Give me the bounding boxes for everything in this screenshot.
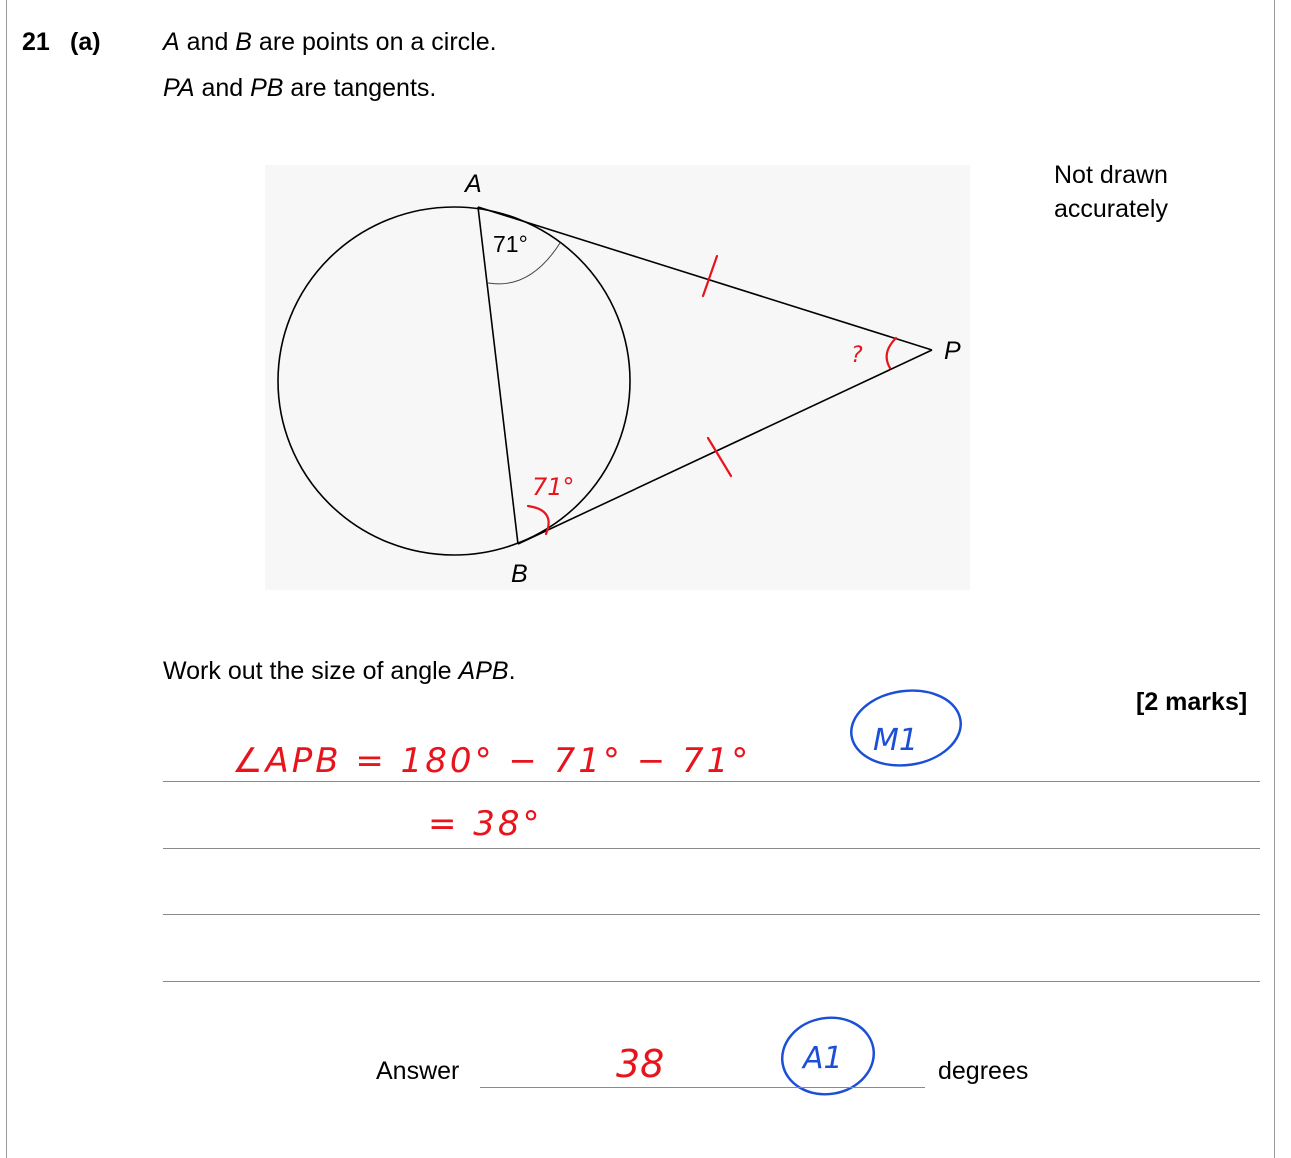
line1-rest: are points on a circle.: [251, 28, 497, 56]
angle-label-a: 71°: [493, 231, 528, 257]
instruction-text: Work out the size of angle: [163, 657, 459, 685]
mark-m1: M1: [873, 723, 918, 758]
point-a-text: A: [163, 28, 180, 56]
line1-and: and: [179, 28, 236, 56]
pb-text: PB: [250, 74, 284, 102]
not-drawn-line-2: accurately: [1054, 195, 1168, 223]
not-drawn-line-1: Not drawn: [1054, 161, 1168, 189]
working-line-1-text: ∠APB = 180° − 71° − 71°: [232, 741, 752, 781]
question-part: (a): [70, 28, 101, 56]
instruction-end: .: [508, 657, 516, 685]
line2-and: and: [194, 74, 251, 102]
marks-label: [2 marks]: [1136, 688, 1248, 716]
answer-line[interactable]: [480, 1087, 925, 1088]
angle-b-note: 71°: [532, 473, 575, 501]
line2-rest: are tangents.: [283, 74, 437, 102]
instruction-angle-name: APB: [458, 657, 509, 685]
label-a: A: [465, 170, 482, 198]
answer-label: Answer: [376, 1057, 460, 1085]
label-p: P: [944, 337, 961, 365]
answer-unit: degrees: [938, 1057, 1029, 1085]
question-number: 21: [22, 28, 50, 56]
mark-a1: A1: [803, 1041, 843, 1076]
label-b: B: [511, 560, 528, 588]
pa-text: PA: [163, 74, 195, 102]
answer-value: 38: [616, 1042, 665, 1086]
working-line-2-text: = 38°: [428, 804, 543, 844]
point-b-text: B: [235, 28, 252, 56]
angle-p-question: ?: [851, 343, 863, 368]
